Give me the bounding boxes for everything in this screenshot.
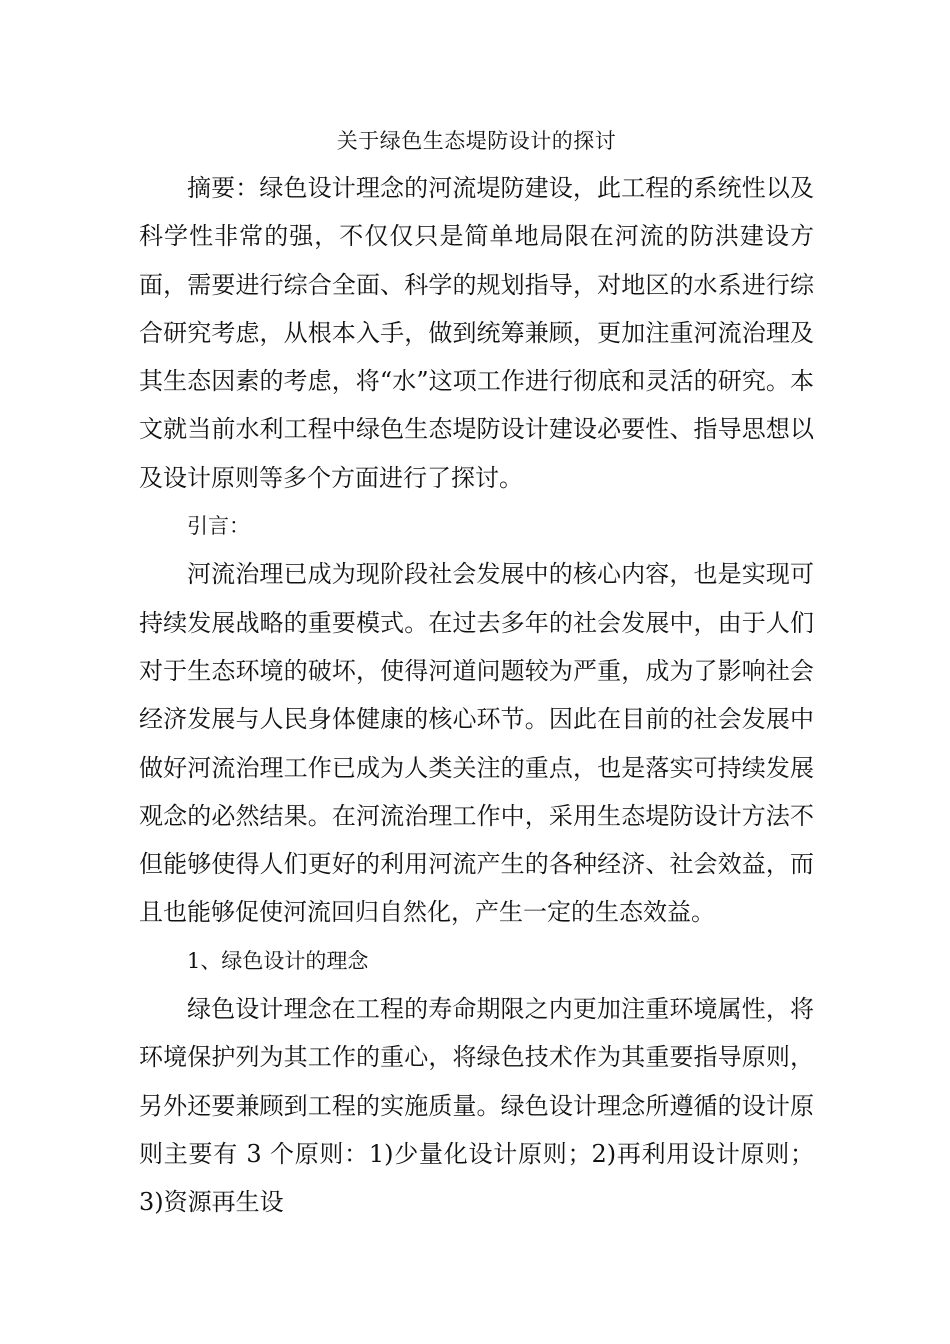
- abstract-paragraph: 摘要：绿色设计理念的河流堤防建设，此工程的系统性以及科学性非常的强，不仅仅只是简单地局限在河流的防洪建设方面，需要进行综合全面、科学的规划指导，对地区的水系进行综合研究考虑，从根本入手，做到统筹兼顾，更加注重河流治理及其生态因素的考虑，将“水”这项工作进行彻底和灵活的研究。本文就当前水利工程中绿色生态堤防设计建设必要性、指导思想以及设计原则等多个方面进行了探讨。: [139, 174, 814, 492]
- intro-paragraph: 河流治理已成为现阶段社会发展中的核心内容，也是实现可持续发展战略的重要模式。在过去多年的社会发展中，由于人们对于生态环境的破坏，使得河道问题较为严重，成为了影响社会经济发展与人民身体健康的核心环节。因此在目前的社会发展中做好河流治理工作已成为人类关注的重点，也是落实可持续发展观念的必然结果。在河流治理工作中，采用生态堤防设计方法不但能够使得人们更好的利用河流产生的各种经济、社会效益，而且也能够促使河流回归自然化，产生一定的生态效益。: [139, 560, 814, 927]
- document-title: 关于绿色生态堤防设计的探讨: [336, 129, 617, 153]
- section-1-paragraph: 绿色设计理念在工程的寿命期限之内更加注重环境属性，将环境保护列为其工作的重心，将绿色技术作为其重要指导原则，另外还要兼顾到工程的实施质量。绿色设计理念所遵循的设计原则主要有 3 个原则：1)少量化设计原则；2)再利用设计原则；3)资源再生设: [139, 995, 814, 1217]
- section-1-heading: 1、绿色设计的理念: [187, 948, 369, 973]
- document-body: [139, 118, 814, 1227]
- intro-heading: 引言：: [187, 514, 250, 539]
